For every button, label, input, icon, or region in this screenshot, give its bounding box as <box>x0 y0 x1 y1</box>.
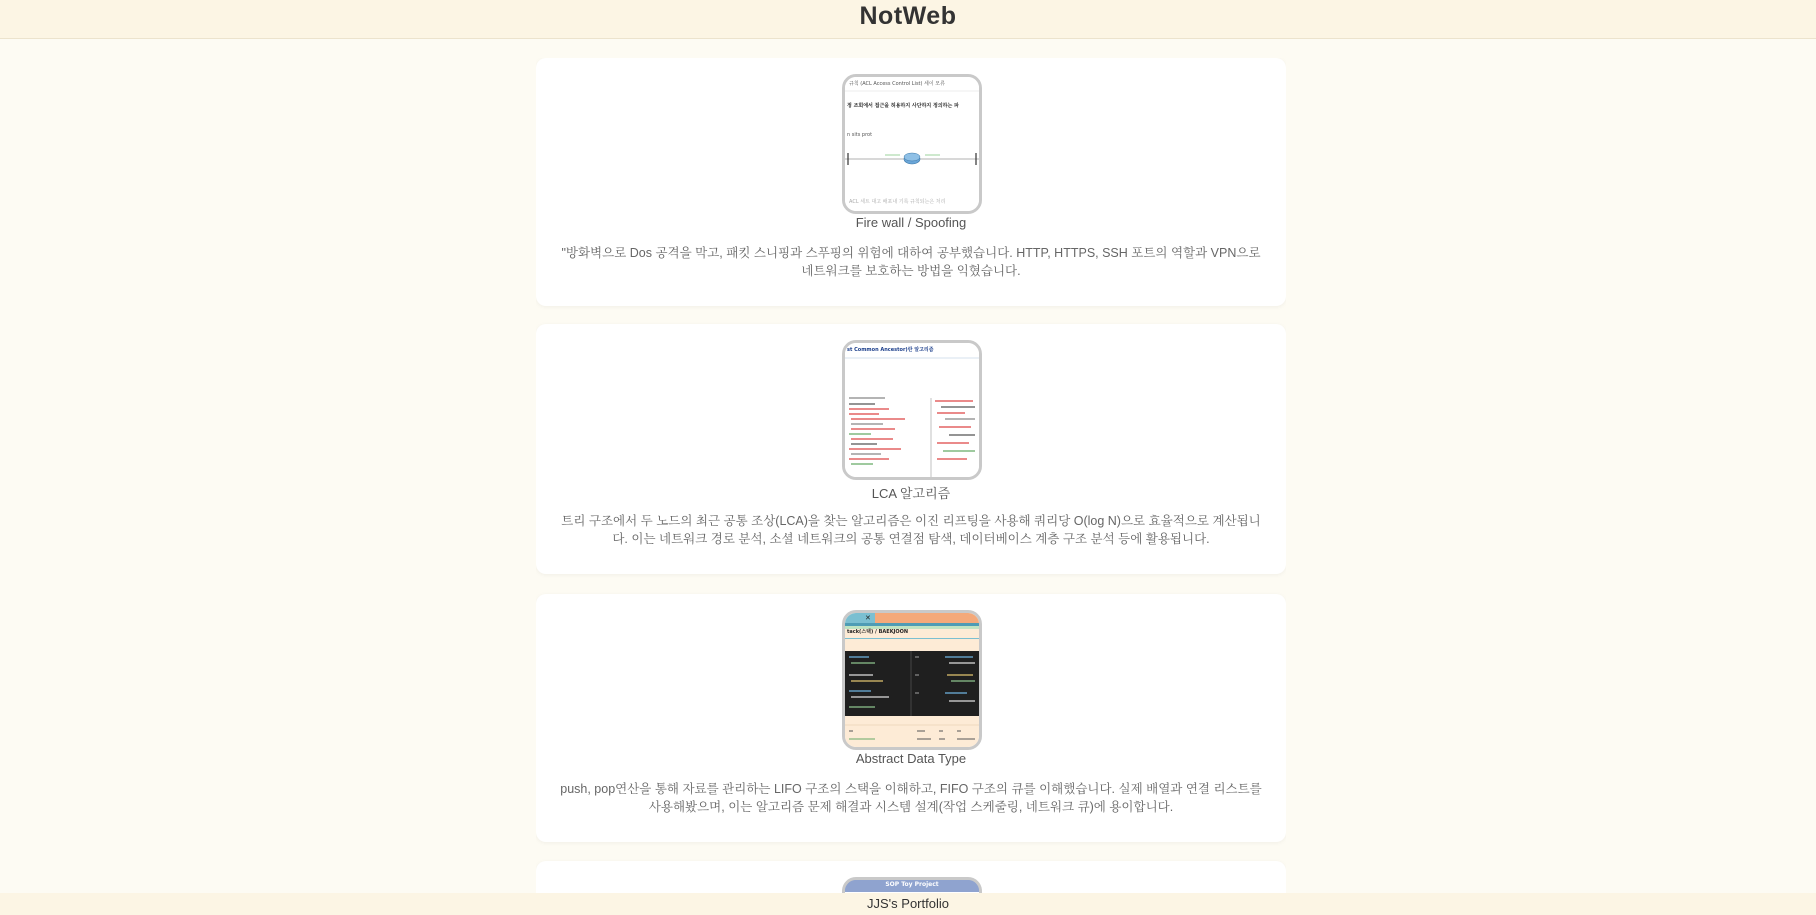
page-footer <box>0 893 1816 915</box>
card-title: Abstract Data Type <box>855 751 967 766</box>
card-description: push, pop연산을 통해 자료를 관리하는 LIFO 구조의 스택을 이해하고, FIFO 구조의 큐를 이해했습니다. 실제 배열과 연결 리스트를 사용해봤으며, 이는 알고리즘 문제 해결과 시스템 설계(작업 스케줄링, 네트워크 큐)에 용이합니다. <box>560 782 1262 814</box>
thumb-label: n sits prot <box>847 132 873 138</box>
page-header <box>0 0 1816 39</box>
thumb-heading: tack(스택) / BAEKJOON <box>847 629 909 635</box>
card-title: Fire wall / Spoofing <box>855 215 967 230</box>
close-icon: ✕ <box>865 614 871 622</box>
card-description: "방화벽으로 Dos 공격을 막고, 패킷 스니핑과 스푸핑의 위험에 대하여 공부했습니다. HTTP, HTTPS, SSH 포트의 역할과 VPN으로 네트워크를 보호하는 방법을 익혔습니다. <box>561 246 1261 278</box>
footer-text: JJS's Portfolio <box>867 896 949 911</box>
card-title: LCA 알고리즘 <box>871 486 951 501</box>
firewall-diagram-image <box>845 77 979 211</box>
thumb-subheading: 정 조회에서 접근을 허용하지 사단하지 정의하는 파 <box>847 103 959 109</box>
project-thumbnail[interactable] <box>842 340 982 480</box>
thumb-heading: 규칙 (ACL Access Control List) 세이 모류 <box>849 81 945 87</box>
project-card-lca[interactable] <box>536 324 1286 574</box>
card-list <box>536 58 1286 915</box>
project-thumbnail[interactable] <box>842 610 982 750</box>
project-thumbnail[interactable] <box>842 74 982 214</box>
thumb-heading: SOP Toy Project <box>885 881 939 888</box>
thumb-heading: st Common Ancestor)란 알고리즘 <box>847 347 934 353</box>
thumb-caption: ACL 세트 대고 배포내 기록 규칙되는은 처리 <box>849 199 946 205</box>
project-card-adt[interactable] <box>536 594 1286 842</box>
project-card-firewall[interactable] <box>536 58 1286 306</box>
site-title[interactable]: NotWeb <box>859 2 957 30</box>
lca-code-image <box>845 343 979 477</box>
card-description: 트리 구조에서 두 노드의 최근 공통 조상(LCA)을 찾는 알고리즘은 이진 리프팅을 사용해 쿼리당 O(log N)으로 효율적으로 계산됩니다. 이는 네트워크 경로 분석, 소셜 네트워크의 공통 연결점 탐색, 데이터베이스 계층 구조 분석 등에 활용됩니다. <box>561 514 1261 546</box>
